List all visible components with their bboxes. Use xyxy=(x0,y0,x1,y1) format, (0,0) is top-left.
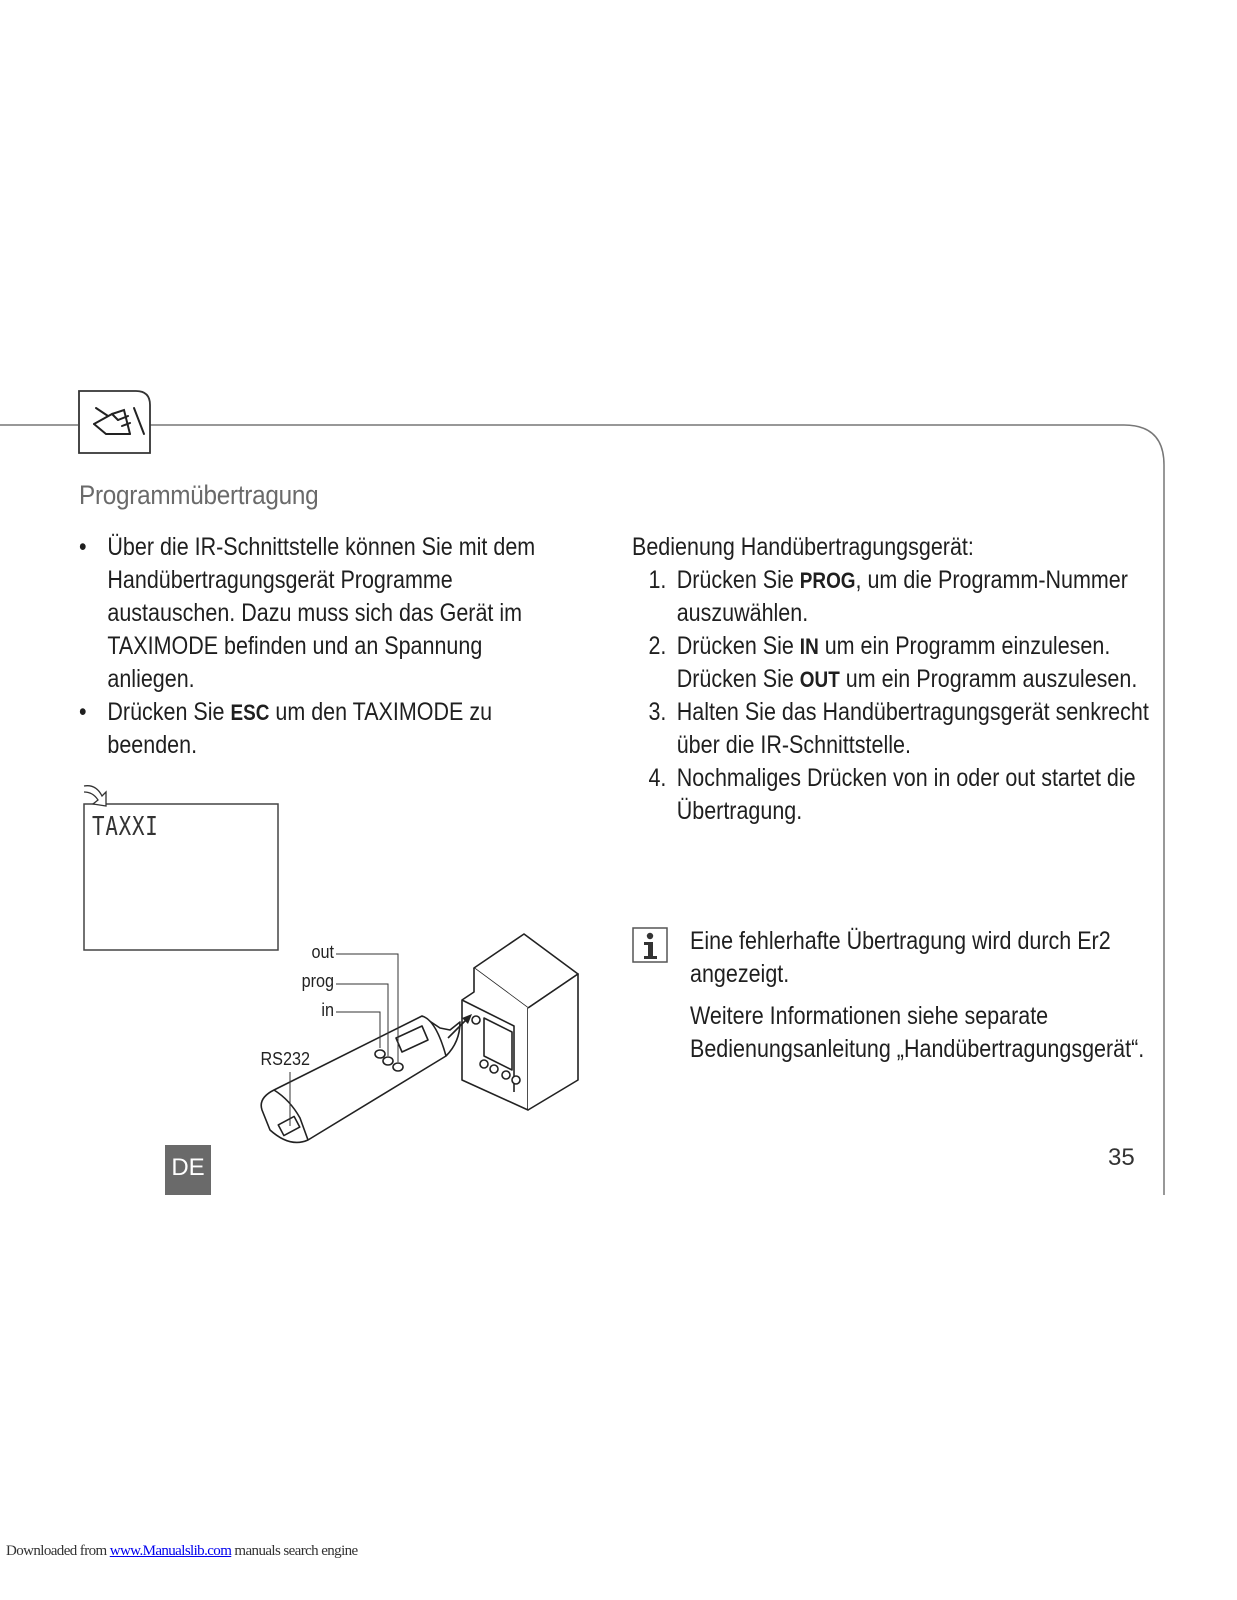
key-out: OUT xyxy=(799,667,840,692)
key-esc: ESC xyxy=(230,700,270,725)
list-item xyxy=(632,696,1165,762)
step-number: 4. xyxy=(648,764,667,792)
bullet-text-post: um den TAXIMODE zu beenden. xyxy=(107,698,493,759)
page-number: 35 xyxy=(1108,1144,1135,1171)
lcd-text: TAXXI xyxy=(92,812,159,842)
step-text-pre: Drücken Sie xyxy=(676,566,800,594)
label-in: in xyxy=(321,1000,334,1020)
step-number: 2. xyxy=(648,632,667,660)
footer-prefix: Downloaded from xyxy=(6,1543,110,1559)
step-text-pre: Drücken Sie xyxy=(676,632,800,660)
footer-suffix: manuals search engine xyxy=(231,1543,358,1559)
bullet-text-pre: Drücken Sie xyxy=(107,698,231,726)
page-title: Programmübertragung xyxy=(79,480,319,510)
step-text: Nochmaliges Drücken von in oder out startet die Übertragung. xyxy=(676,764,1136,825)
list-item xyxy=(632,564,1165,630)
label-prog: prog xyxy=(301,971,334,991)
list-item xyxy=(632,630,1165,696)
info-icon xyxy=(632,927,668,963)
footer xyxy=(6,1543,358,1560)
footer-link[interactable]: www.Manualslib.com xyxy=(109,1543,232,1559)
step-extra-pre: Drücken Sie xyxy=(676,665,800,693)
bullet: • xyxy=(79,698,87,726)
instructions xyxy=(632,531,1165,828)
step-extra-post: um ein Programm auszulesen. xyxy=(839,665,1138,693)
arrow-icon xyxy=(82,782,112,810)
language-badge: DE xyxy=(165,1145,211,1195)
info-paragraph: Eine fehlerhafte Übertragung wird durch Er2 angezeigt. xyxy=(690,927,1111,988)
step-text-post: um ein Programm einzulesen. xyxy=(818,632,1111,660)
bullet-text: Über die IR-Schnittstelle können Sie mit dem Handübertragungsgerät Programme austauschen. Dazu muss sich das Gerät im TAXIMODE befinden und an Spannung anliegen. xyxy=(107,533,536,693)
label-rs232: RS232 xyxy=(260,1049,310,1069)
hand-pointer-icon xyxy=(78,390,152,454)
info-paragraph: Weitere Informationen siehe separate Bedienungsanleitung „Handübertragungsgerät“. xyxy=(690,1002,1145,1063)
instructions-heading: Bedienung Handübertragungsgerät: xyxy=(632,533,974,561)
key-prog: PROG xyxy=(799,568,856,593)
key-in: IN xyxy=(799,634,819,659)
step-text-post: , um die Programm-Nummer auszuwählen. xyxy=(676,566,1128,627)
step-number: 1. xyxy=(648,566,667,594)
transfer-device-diagram xyxy=(250,930,590,1160)
list-item xyxy=(79,696,543,762)
step-text: Halten Sie das Handübertragungsgerät senkrecht über die IR-Schnittstelle. xyxy=(676,698,1149,759)
label-out: out xyxy=(311,942,334,962)
list-item xyxy=(79,531,543,696)
list-item xyxy=(632,762,1165,828)
left-bullet-list xyxy=(79,531,543,762)
info-note xyxy=(690,925,1172,1075)
step-number: 3. xyxy=(648,698,667,726)
step-extra xyxy=(677,663,1165,696)
bullet: • xyxy=(79,533,87,561)
